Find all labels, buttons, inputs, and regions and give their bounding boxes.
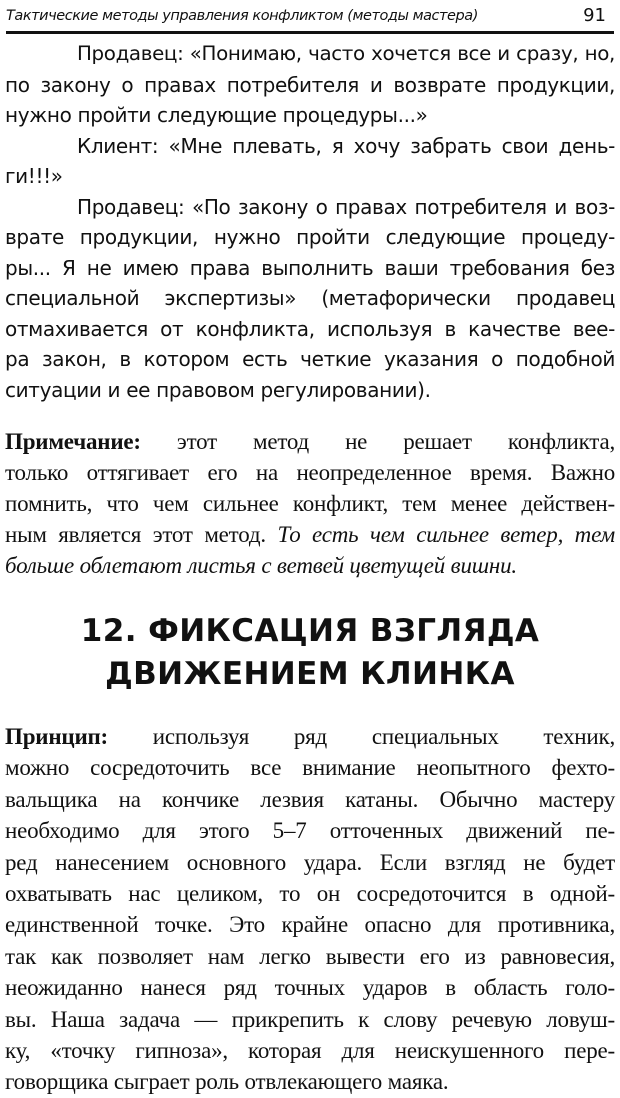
section-heading-line: 12. ФИКСАЦИЯ ВЗГЛЯДА [80,613,540,649]
note-paragraph [5,426,615,581]
note-line: ным является этот метод. То есть чем сильнее ветер, тем [5,522,615,547]
note-line: Примечание: этот метод не решает конфликта, [5,429,615,454]
dialogue-line: отмахивается от конфликта, используя в качестве вее- [5,316,615,341]
dialogue-line: Продавец: «Понимаю, часто хочется все и сразу, но, [77,42,615,65]
principle-line: можно сосредоточить все внимание неопытного фехто- [5,755,615,781]
principle-line: ред нанесением основного удара. Если взгляд не будет [5,849,615,875]
page-number: 91 [583,5,606,26]
principle-line: необходимо для этого 5–7 отточенных движений пе- [5,818,615,844]
principle-line: ку, «точку гипноза», которая для неискушенного пере- [5,1038,615,1064]
principle-label: Принцип: [5,724,109,749]
note-italic-line: больше облетают листья с ветвей цветущей вишни. [5,553,517,578]
principle-line: так как позволяет нам легко вывести его из равновесия, [5,943,615,969]
principle-line: неожиданно нанеся ряд точных ударов в область голо- [5,975,615,1001]
dialogue-line: Клиент: «Мне плевать, я хочу забрать свои день- [77,133,615,158]
dialogue-line: ра закон, в котором есть четкие указания о подобной [5,347,615,371]
running-header-title: Тактические методы управления конфликтом (методы мастера) [6,8,478,24]
principle-line: говорщика сыграет роль отвлекающего маяка. [5,1069,449,1095]
principle-line: вы. Наша задача — прикрепить к слову речевую ловуш- [5,1006,615,1032]
dialogue-line: ры... Я не имею права выполнить ваши требования без [5,255,615,280]
running-header [6,2,606,30]
header-rule [6,31,614,34]
dialogue-line: ги!!!» [5,164,63,188]
dialogue-line: врате продукции, нужно пройти следующие процеду- [5,225,615,249]
note-italic-text: То есть чем сильнее ветер, тем [277,522,615,547]
dialogue-line: специальной экспертизы» (метафорически продавец [5,286,615,310]
dialogue-line: Продавец: «По закону о правах потребителя и воз- [77,194,615,219]
dialogue-block [5,39,615,405]
note-label: Примечание: [5,429,141,454]
dialogue-line: нужно пройти следующие процедуры...» [5,103,428,127]
principle-line: охватывать нас целиком, то он сосредоточится в одной- [5,881,615,907]
section-heading-line: ДВИЖЕНИЕМ КЛИНКА [105,656,515,692]
principle-line: Принцип: используя ряд специальных техник, [5,724,615,749]
note-line: помнить, что чем сильнее конфликт, тем менее действен- [5,491,615,516]
principle-line: вальщика на кончике лезвия катаны. Обычно мастеру [5,786,615,812]
principle-line: единственной точке. Это крайне опасно для противника, [5,912,615,938]
dialogue-line: ситуации и ее правовом регулировании). [5,377,431,402]
principle-paragraph [5,721,615,1098]
section-heading [0,610,620,696]
note-line: только оттягивает его на неопределенное время. Важно [5,460,615,485]
dialogue-line: по закону о правах потребителя и возврате продукции, [5,72,615,97]
